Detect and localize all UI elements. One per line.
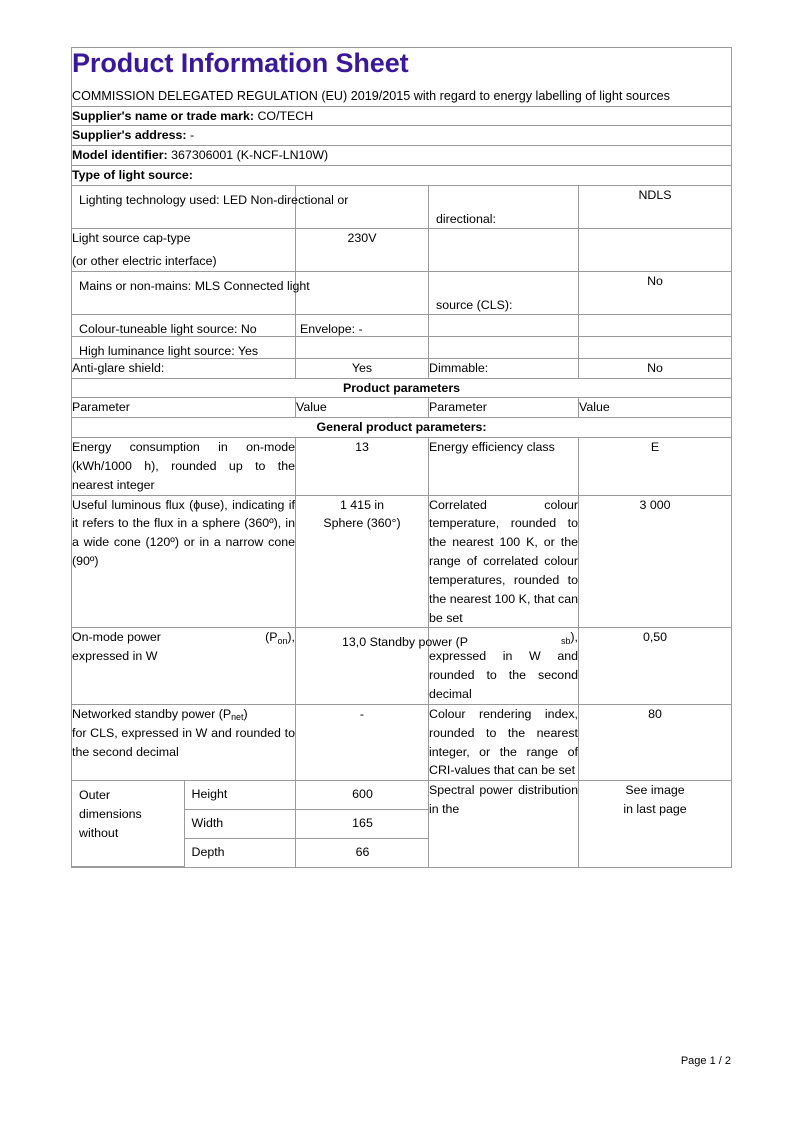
general-parameters-band-row bbox=[72, 418, 732, 438]
spectral-distribution-value bbox=[579, 781, 732, 868]
outer-dimensions-row bbox=[72, 781, 732, 868]
page-title: Product Information Sheet bbox=[72, 48, 409, 78]
model-identifier-row bbox=[72, 146, 732, 166]
outer-dimensions-label-line1: Outer bbox=[79, 788, 110, 803]
col-header-parameter: Parameter bbox=[72, 398, 296, 418]
networked-standby-subscript: net bbox=[231, 712, 244, 723]
dimension-value-row-width bbox=[296, 810, 429, 839]
cap-type-label-secondary: (or other electric interface) bbox=[72, 253, 217, 268]
on-mode-power-label bbox=[72, 628, 296, 704]
title-cell bbox=[72, 48, 732, 107]
standby-power-value: 0,50 bbox=[579, 628, 732, 704]
cap-type-label-cell bbox=[72, 228, 296, 271]
page-footer: Page 1 / 2 bbox=[680, 1055, 731, 1067]
on-mode-power-value: 13,0 bbox=[342, 635, 367, 650]
lighting-technology-row bbox=[72, 185, 732, 228]
product-parameters-band-row bbox=[72, 378, 732, 398]
connected-source-value-cell: No bbox=[579, 271, 732, 314]
networked-standby-power-label bbox=[72, 704, 296, 780]
colour-tuneable-blank-cell bbox=[429, 314, 579, 336]
networked-standby-power-row bbox=[72, 704, 732, 780]
mains-label: Mains or non-mains: MLS bbox=[79, 278, 221, 293]
colour-tuneable-cell bbox=[72, 314, 296, 336]
high-luminance-blank-cell-3 bbox=[579, 336, 732, 358]
standby-power-prefix: Standby power (P bbox=[369, 635, 469, 650]
col-header-parameter-2: Parameter bbox=[429, 398, 579, 418]
directional-cell bbox=[429, 185, 579, 228]
light-source-type-label: Type of light source: bbox=[72, 168, 193, 183]
mains-cell bbox=[72, 271, 310, 314]
supplier-address-cell bbox=[72, 126, 732, 146]
supplier-name-cell bbox=[72, 106, 732, 126]
general-parameters-band: General product parameters: bbox=[72, 418, 732, 438]
outer-dimensions-subtable bbox=[72, 781, 296, 867]
networked-standby-description: for CLS, expressed in W and rounded to the second decimal bbox=[72, 725, 295, 759]
supplier-address-label: Supplier's address: bbox=[72, 128, 187, 143]
lighting-technology-cell bbox=[72, 185, 349, 228]
product-parameters-band: Product parameters bbox=[72, 378, 732, 398]
product-info-table bbox=[71, 47, 732, 868]
correlated-colour-temperature-value: 3 000 bbox=[579, 495, 732, 628]
envelope-label: Envelope: - bbox=[300, 321, 363, 336]
model-identifier-value: 367306001 (K-NCF-LN10W) bbox=[171, 148, 329, 163]
supplier-name-label: Supplier's name or trade mark: bbox=[72, 108, 254, 123]
dimension-value-width: 165 bbox=[296, 810, 429, 839]
dimension-row-height bbox=[72, 781, 296, 809]
luminous-flux-value bbox=[296, 495, 429, 628]
standby-power-subscript: sb bbox=[561, 635, 571, 646]
light-source-type-row bbox=[72, 166, 732, 186]
luminous-flux-value-line1: 1 415 in bbox=[339, 497, 385, 512]
connected-light-label: Connected light bbox=[223, 278, 310, 293]
standby-power-description: expressed in W and rounded to the second decimal bbox=[429, 649, 578, 702]
dimension-name-depth: Depth bbox=[191, 844, 225, 859]
spectral-distribution-value-line1: See image bbox=[625, 783, 685, 798]
energy-efficiency-class-label: Energy efficiency class bbox=[429, 438, 579, 496]
on-mode-power-suffix: ), bbox=[287, 630, 295, 645]
correlated-colour-temperature-label: Correlated colour temperature, rounded to the nearest 100 K, or the range of correlated colour temperatures, rounded to the nearest 100 K, that can be set bbox=[429, 495, 579, 628]
supplier-name-row bbox=[72, 106, 732, 126]
envelope-cell bbox=[296, 314, 429, 336]
cap-type-value-cell: 230V bbox=[296, 228, 429, 271]
model-identifier-cell bbox=[72, 146, 732, 166]
light-source-type-cell bbox=[72, 166, 732, 186]
col-header-value-2: Value bbox=[579, 398, 732, 418]
dimension-value-depth: 66 bbox=[355, 844, 370, 859]
antiglare-value-cell: Yes bbox=[296, 358, 429, 378]
regulation-text: COMMISSION DELEGATED REGULATION (EU) 2019/2015 with regard to energy labelling of light sources bbox=[72, 89, 670, 104]
on-mode-power-subscript: on bbox=[277, 635, 288, 646]
high-luminance-blank-cell bbox=[296, 336, 429, 358]
connected-source-cell bbox=[429, 271, 579, 314]
connected-source-label: source (CLS): bbox=[436, 297, 513, 312]
title-row bbox=[72, 48, 732, 107]
luminous-flux-label: Useful luminous flux (ϕuse), indicating if it refers to the flux in a sphere (360º), in a wide cone (120º) or in a narrow cone (90º) bbox=[72, 495, 296, 628]
dimension-name-height: Height bbox=[184, 781, 296, 809]
antiglare-row bbox=[72, 358, 732, 378]
luminous-flux-value-line2: Sphere (360°) bbox=[323, 516, 401, 531]
dimension-name-width: Width bbox=[184, 810, 296, 839]
on-mode-power-value-cell bbox=[296, 628, 469, 704]
cap-type-blank-cell-2 bbox=[579, 228, 732, 271]
spectral-distribution-value-line2: in last page bbox=[623, 802, 687, 817]
supplier-address-value: - bbox=[189, 128, 195, 143]
spectral-distribution-label: Spectral power distribution in the bbox=[429, 781, 579, 868]
energy-consumption-row bbox=[72, 438, 732, 496]
dimension-value-row-height bbox=[296, 781, 429, 809]
on-mode-power-row bbox=[72, 628, 732, 704]
antiglare-label-cell: Anti-glare shield: bbox=[72, 358, 296, 378]
lighting-technology-label: Lighting technology used: LED bbox=[79, 192, 248, 207]
energy-consumption-label: Energy consumption in on-mode (kWh/1000 h), rounded up to the nearest integer bbox=[72, 438, 296, 496]
networked-standby-suffix: ) bbox=[243, 706, 248, 721]
directional-value-cell: NDLS bbox=[579, 185, 732, 228]
high-luminance-row bbox=[72, 336, 732, 358]
high-luminance-blank-cell-2 bbox=[429, 336, 579, 358]
outer-dimensions-label-line2: dimensions bbox=[79, 807, 142, 822]
high-luminance-label: High luminance light source: Yes bbox=[79, 343, 259, 358]
on-mode-power-symbol: (P bbox=[265, 630, 278, 645]
energy-efficiency-class-value: E bbox=[579, 438, 732, 496]
outer-dimensions-values-subtable bbox=[296, 781, 429, 867]
mains-row bbox=[72, 271, 732, 314]
colour-tuneable-label: Colour-tuneable light source: No bbox=[79, 321, 257, 336]
colour-tuneable-row bbox=[72, 314, 732, 336]
col-header-value: Value bbox=[296, 398, 429, 418]
nondirectional-label: Non-directional or bbox=[250, 192, 349, 207]
colour-tuneable-blank-cell-2 bbox=[579, 314, 732, 336]
high-luminance-cell bbox=[72, 336, 296, 358]
networked-standby-prefix: Networked standby power (P bbox=[72, 706, 232, 721]
dimension-value-height: 600 bbox=[296, 781, 429, 809]
parameters-header-row bbox=[72, 398, 732, 418]
mains-value-cell bbox=[296, 271, 429, 314]
standby-power-suffix: ), bbox=[570, 630, 578, 645]
energy-consumption-value: 13 bbox=[296, 438, 429, 496]
model-identifier-label: Model identifier: bbox=[72, 148, 168, 163]
dimmable-value-cell: No bbox=[579, 358, 732, 378]
dimension-value-row-depth bbox=[296, 838, 429, 866]
cap-type-row bbox=[72, 228, 732, 271]
cap-type-label: Light source cap-type bbox=[72, 230, 191, 245]
outer-dimensions-label-line3: without bbox=[79, 825, 119, 840]
on-mode-power-line2: expressed in W bbox=[72, 649, 158, 664]
networked-standby-value: - bbox=[296, 704, 429, 780]
luminous-flux-row bbox=[72, 495, 732, 628]
dimmable-label-cell: Dimmable: bbox=[429, 358, 579, 378]
outer-dimensions-label bbox=[72, 781, 184, 867]
colour-rendering-index-value: 80 bbox=[579, 704, 732, 780]
supplier-address-row bbox=[72, 126, 732, 146]
outer-dimensions-values-cell bbox=[296, 781, 429, 868]
supplier-name-value: CO/TECH bbox=[257, 108, 314, 123]
colour-rendering-index-label: Colour rendering index, rounded to the nearest integer, or the range of CRI-values that can be set bbox=[429, 704, 579, 780]
directional-label: directional: bbox=[436, 211, 496, 226]
outer-dimensions-cell bbox=[72, 781, 296, 868]
cap-type-blank-cell bbox=[429, 228, 579, 271]
on-mode-power-text: On-mode power bbox=[72, 630, 161, 645]
